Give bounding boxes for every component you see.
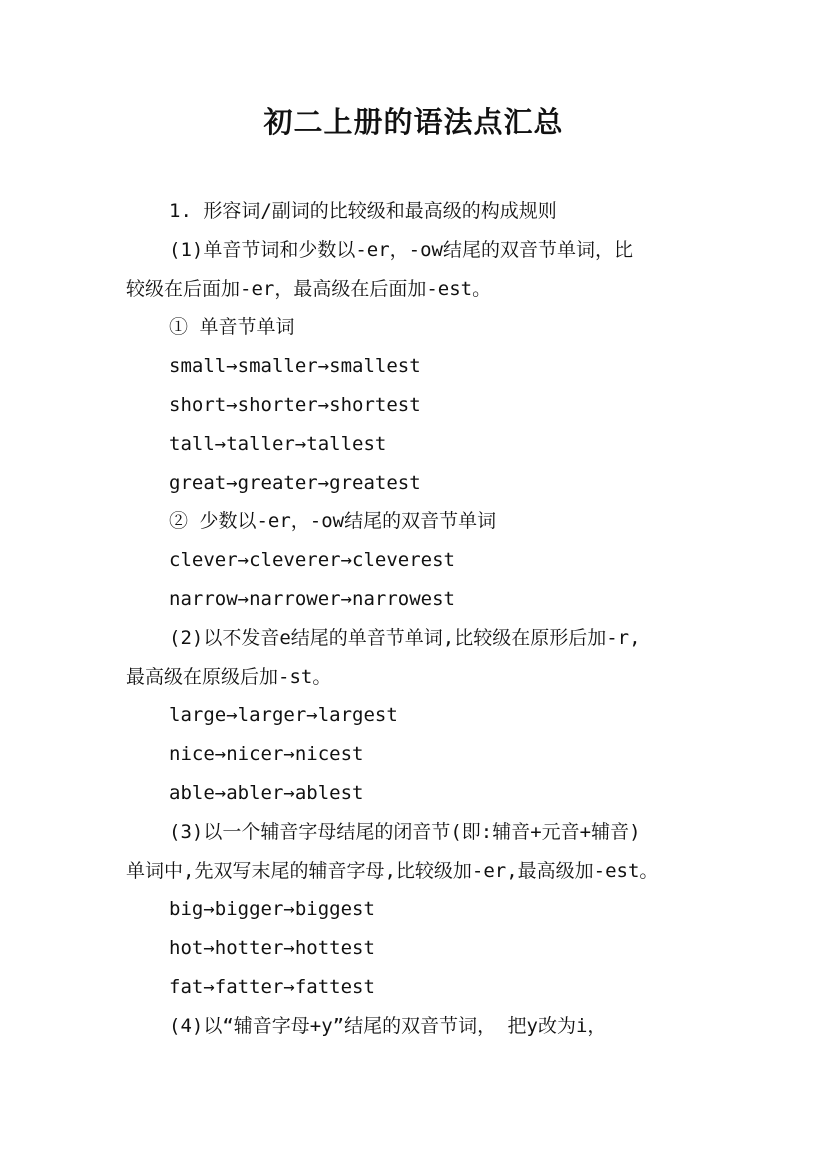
- example-line: large→larger→largest: [169, 704, 398, 727]
- example-line: small→smaller→smallest: [169, 355, 421, 378]
- rule-2-line-2: 最高级在原级后加-st。: [126, 665, 332, 688]
- example-line: hot→hotter→hottest: [169, 937, 375, 960]
- example-line: great→greater→greatest: [169, 471, 421, 494]
- example-line: able→abler→ablest: [169, 781, 364, 804]
- subrule-1-heading: ① 单音节单词: [169, 316, 295, 339]
- document-title: 初二上册的语法点汇总: [263, 105, 564, 139]
- subrule-2-heading: ② 少数以-er，-ow结尾的双音节单词: [169, 510, 497, 533]
- example-line: tall→taller→tallest: [169, 432, 387, 455]
- example-line: nice→nicer→nicest: [169, 743, 364, 766]
- rule-3-line-1: (3)以一个辅音字母结尾的闭音节(即:辅音+元音+辅音): [169, 820, 641, 843]
- example-line: big→bigger→biggest: [169, 898, 375, 921]
- example-line: narrow→narrower→narrowest: [169, 587, 455, 610]
- rule-2-line-1: (2)以不发音e结尾的单音节单词,比较级在原形后加-r,: [169, 626, 641, 649]
- rule-1-line-1: (1)单音节词和少数以-er，-ow结尾的双音节单词，比: [169, 238, 633, 261]
- example-line: short→shorter→shortest: [169, 393, 421, 416]
- rule-4-line-1: (4)以“辅音字母+y”结尾的双音节词， 把y改为i，: [169, 1014, 607, 1037]
- rule-1-line-2: 较级在后面加-er，最高级在后面加-est。: [126, 277, 492, 300]
- section-heading: 1. 形容词/副词的比较级和最高级的构成规则: [169, 200, 557, 222]
- example-line: clever→cleverer→cleverest: [169, 549, 455, 572]
- example-line: fat→fatter→fattest: [169, 975, 375, 998]
- document-body: [126, 192, 708, 1046]
- rule-3-line-2: 单词中,先双写末尾的辅音字母,比较级加-er,最高级加-est。: [126, 859, 659, 882]
